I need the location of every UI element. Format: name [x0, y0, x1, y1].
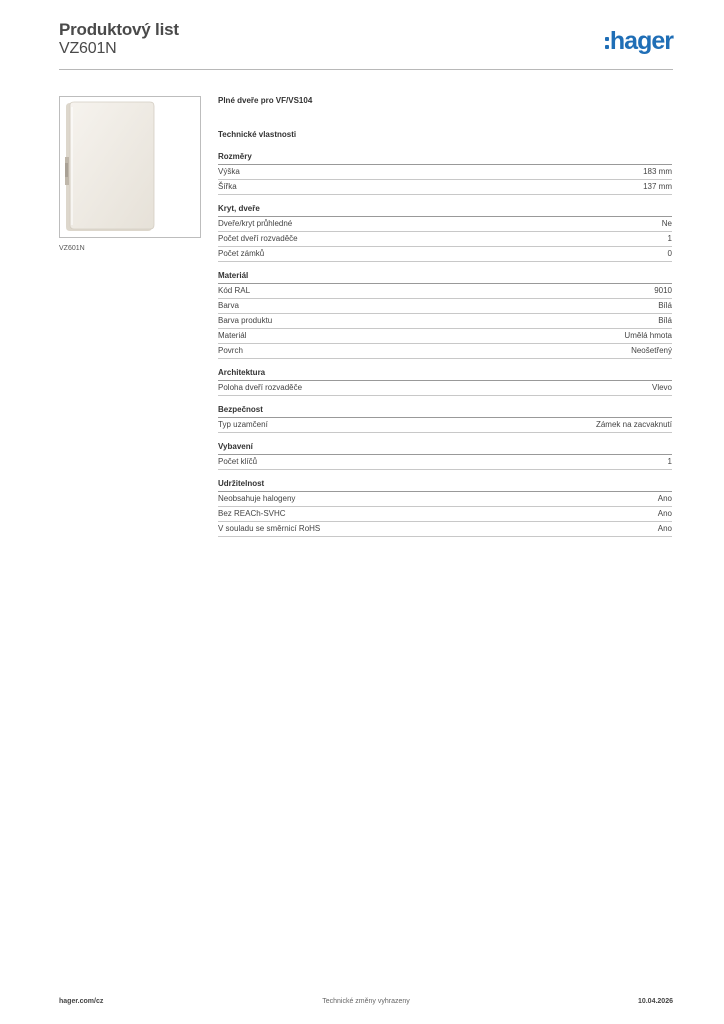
- spec-label: Povrch: [218, 346, 243, 355]
- spec-label: Počet dveří rozvaděče: [218, 234, 298, 243]
- spec-label: Neobsahuje halogeny: [218, 494, 296, 503]
- spec-row: [218, 507, 672, 522]
- group-cover-door: [218, 204, 672, 262]
- spec-value: 1: [667, 457, 672, 466]
- spec-row: [218, 381, 672, 396]
- spec-row: [218, 455, 672, 470]
- spec-row: [218, 284, 672, 299]
- group-title: Rozměry: [218, 152, 672, 165]
- group-equipment: [218, 442, 672, 470]
- spec-label: Kód RAL: [218, 286, 251, 295]
- spec-value: Bílá: [658, 301, 672, 310]
- group-dimensions: [218, 152, 672, 195]
- group-security: [218, 405, 672, 433]
- group-title: Kryt, dveře: [218, 204, 672, 217]
- spec-value: 0: [667, 249, 672, 258]
- spec-label: Dveře/kryt průhledné: [218, 219, 293, 228]
- group-title: Udržitelnost: [218, 479, 672, 492]
- spec-value: 1: [667, 234, 672, 243]
- logo-dots-icon: [605, 37, 609, 49]
- spec-value: 137 mm: [643, 182, 672, 191]
- spec-label: Poloha dveří rozvaděče: [218, 383, 303, 392]
- product-image: [59, 96, 201, 238]
- spec-value: Umělá hmota: [624, 331, 672, 340]
- spec-row: [218, 522, 672, 537]
- spec-row: [218, 329, 672, 344]
- spec-row: [218, 492, 672, 507]
- page-title: Produktový list: [59, 20, 179, 39]
- hager-logo: [605, 25, 673, 57]
- spec-label: Barva: [218, 301, 239, 310]
- spec-label: Šířka: [218, 182, 237, 191]
- product-code: VZ601N: [59, 40, 117, 57]
- group-title: Architektura: [218, 368, 672, 381]
- footer-website-link[interactable]: hager.com/cz: [59, 998, 104, 1005]
- product-name: Plné dveře pro VF/VS104: [218, 96, 313, 105]
- tech-properties-heading: Technické vlastnosti: [218, 130, 297, 139]
- spec-row: [218, 247, 672, 262]
- spec-label: Materiál: [218, 331, 247, 340]
- spec-label: Barva produktu: [218, 316, 273, 325]
- group-title: Bezpečnost: [218, 405, 672, 418]
- spec-label: Počet zámků: [218, 249, 265, 258]
- spec-label: Počet klíčů: [218, 457, 258, 466]
- spec-label: Typ uzamčení: [218, 420, 268, 429]
- group-title: Vybavení: [218, 442, 672, 455]
- spec-row: [218, 314, 672, 329]
- footer-date: 10.04.2026: [637, 998, 673, 1005]
- spec-row: [218, 344, 672, 359]
- group-architecture: [218, 368, 672, 396]
- spec-row: [218, 299, 672, 314]
- product-details: [218, 96, 672, 546]
- spec-value: Ne: [661, 219, 672, 228]
- group-material: [218, 271, 672, 359]
- spec-value: Vlevo: [651, 383, 672, 392]
- group-title: Materiál: [218, 271, 672, 284]
- spec-label: Výška: [218, 167, 240, 176]
- spec-value: Ano: [657, 494, 672, 503]
- spec-value: Ano: [657, 509, 672, 518]
- group-sustainability: [218, 479, 672, 537]
- header-divider: [59, 69, 673, 70]
- footer-disclaimer: Technické změny vyhrazeny: [322, 998, 410, 1005]
- door-panel-illustration: [60, 97, 200, 237]
- spec-row: [218, 180, 672, 195]
- spec-row: [218, 418, 672, 433]
- spec-value: Zámek na zacvaknutí: [595, 420, 672, 429]
- spec-row: [218, 217, 672, 232]
- page-header: [59, 20, 673, 70]
- spec-value: Ano: [657, 524, 672, 533]
- spec-label: V souladu se směrnicí RoHS: [218, 524, 321, 533]
- spec-row: [218, 165, 672, 180]
- spec-value: Bílá: [658, 316, 672, 325]
- spec-row: [218, 232, 672, 247]
- spec-value: 183 mm: [643, 167, 672, 176]
- spec-value: 9010: [654, 286, 672, 295]
- logo-text: hager: [609, 26, 673, 55]
- image-caption: VZ601N: [59, 245, 85, 252]
- spec-label: Bez REACh-SVHC: [218, 509, 286, 518]
- spec-value: Neošetřený: [631, 346, 672, 355]
